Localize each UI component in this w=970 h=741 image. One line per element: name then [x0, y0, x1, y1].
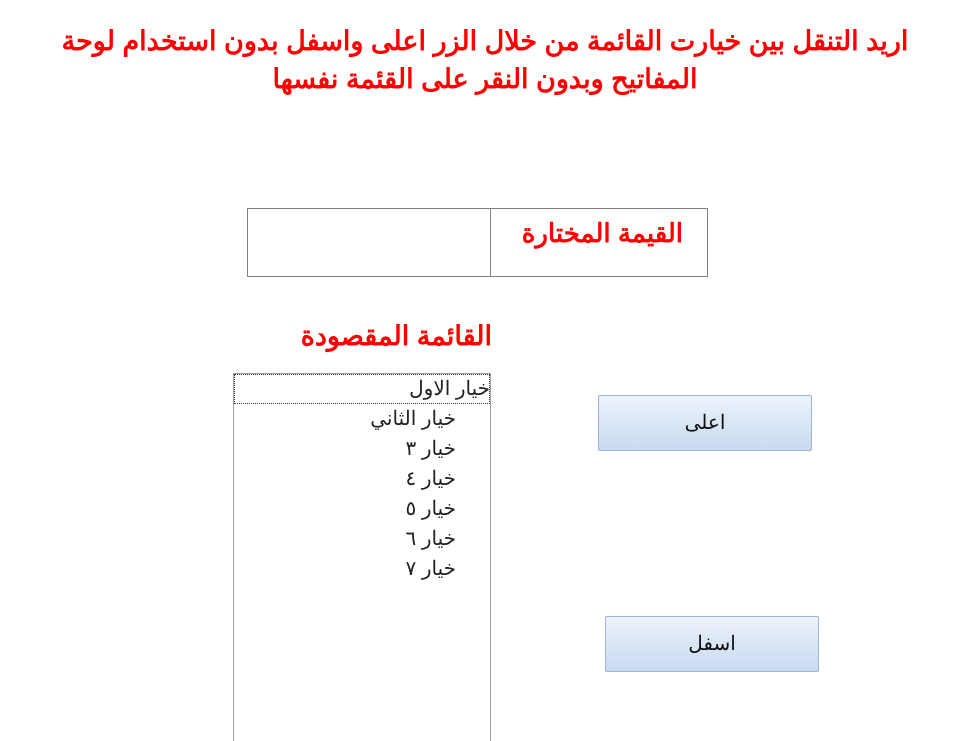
- up-button[interactable]: اعلى: [598, 395, 812, 451]
- instructions-text: اريد التنقل بين خيارت القائمة من خلال الزر اعلى واسفل بدون استخدام لوحة المفاتيح وبدون النقر على القئمة نفسها: [61, 26, 909, 94]
- down-button[interactable]: اسفل: [605, 616, 819, 672]
- selected-value-table: [247, 208, 708, 277]
- selected-value-label: القيمة المختارة: [521, 218, 683, 248]
- list-item[interactable]: خيار ٦: [405, 528, 456, 550]
- list-item[interactable]: خيار ٣: [405, 438, 456, 460]
- selected-value-field: [248, 209, 491, 276]
- options-listbox[interactable]: [233, 373, 491, 741]
- list-item[interactable]: خيار ٤: [405, 468, 456, 490]
- list-item[interactable]: خيار الثاني: [370, 408, 456, 430]
- list-item[interactable]: خيار ٥: [405, 498, 456, 520]
- list-item[interactable]: خيار الاول: [234, 374, 490, 404]
- list-item[interactable]: خيار ٧: [405, 558, 456, 580]
- list-heading: القائمة المقصودة: [300, 321, 492, 351]
